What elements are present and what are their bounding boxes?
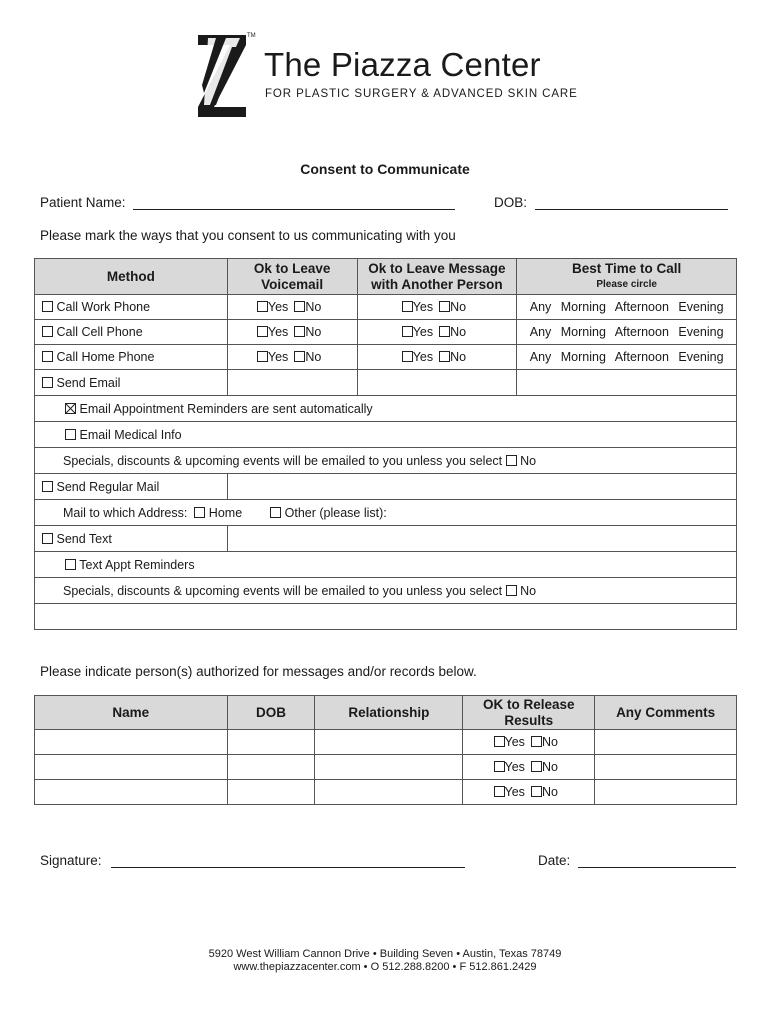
auth-comments-cell[interactable]: [595, 780, 737, 805]
no-label: No: [541, 760, 558, 774]
auth-header-name: Name: [35, 696, 228, 730]
home-phone-checkbox[interactable]: [42, 351, 53, 362]
auth-row: [35, 755, 737, 780]
row-work-method: [35, 295, 228, 320]
cell-voicemail-no-checkbox[interactable]: [294, 326, 305, 337]
text-specials-no-checkbox[interactable]: [506, 585, 517, 596]
mail-blank-cell: [227, 474, 736, 500]
release-no-checkbox[interactable]: [531, 761, 542, 772]
mail-address-label: Mail to which Address:: [63, 505, 188, 520]
work-phone-label: Call Work Phone: [56, 300, 151, 314]
release-no-checkbox[interactable]: [531, 736, 542, 747]
date-row: [538, 853, 736, 868]
release-no-checkbox[interactable]: [531, 786, 542, 797]
auth-instruction: Please indicate person(s) authorized for messages and/or records below.: [40, 664, 477, 679]
yes-label: Yes: [504, 760, 525, 774]
mail-home-label: Home: [208, 505, 243, 520]
no-label: No: [450, 350, 467, 364]
auth-relationship-cell[interactable]: [315, 780, 463, 805]
date-label: Date:: [538, 853, 571, 868]
work-phone-checkbox[interactable]: [42, 301, 53, 312]
signature-label: Signature:: [40, 853, 102, 868]
send-email-checkbox[interactable]: [42, 377, 53, 388]
cell-phone-label: Call Cell Phone: [56, 325, 143, 339]
yes-label: Yes: [267, 325, 289, 339]
email-specials-no-checkbox[interactable]: [506, 455, 517, 466]
text-specials-label: Specials, discounts & upcoming events will be emailed to you unless you select: [63, 583, 503, 598]
footer-contact: www.thepiazzacenter.com • O 512.288.8200 • F 512.861.2429: [233, 961, 537, 973]
best-time-label: Best Time to Call: [572, 260, 682, 276]
row-mail-method: [35, 474, 228, 500]
dob-row: [494, 195, 728, 210]
send-mail-label: Send Regular Mail: [56, 479, 160, 494]
auth-row: [35, 780, 737, 805]
home-another-cell: [357, 345, 517, 370]
auth-name-cell[interactable]: [35, 755, 228, 780]
email-medical-checkbox[interactable]: [65, 429, 76, 440]
mail-other-label: Other (please list):: [284, 505, 387, 520]
text-specials-row: [35, 578, 737, 604]
auth-header-comments: Any Comments: [595, 696, 737, 730]
row-home-method: [35, 345, 228, 370]
header-method: Method: [35, 259, 228, 295]
email-another-cell: [357, 370, 517, 396]
signature-field[interactable]: [111, 855, 465, 868]
cell-time-cell[interactable]: Any Morning Afternoon Evening: [517, 320, 737, 345]
authorization-table: [34, 695, 737, 805]
footer: [0, 948, 770, 974]
trademark: TM: [247, 33, 256, 39]
auth-comments-cell[interactable]: [595, 730, 737, 755]
work-another-yes-checkbox[interactable]: [402, 301, 413, 312]
auth-dob-cell[interactable]: [227, 780, 315, 805]
no-label: No: [305, 325, 322, 339]
home-another-no-checkbox[interactable]: [439, 351, 450, 362]
email-medical-label: Email Medical Info: [79, 427, 182, 442]
no-label: No: [541, 735, 558, 749]
document-title: Consent to Communicate: [300, 161, 470, 177]
cell-another-yes-checkbox[interactable]: [402, 326, 413, 337]
cell-another-cell: [357, 320, 517, 345]
email-specials-row: [35, 448, 737, 474]
row-text-method: [35, 526, 228, 552]
text-reminders-checkbox[interactable]: [65, 559, 76, 570]
auth-release-cell: [463, 780, 595, 805]
blank-final-row: [35, 604, 737, 630]
no-label: No: [520, 453, 537, 468]
mail-address-row: [35, 500, 737, 526]
logo-tagline: FOR PLASTIC SURGERY & ADVANCED SKIN CARE: [265, 88, 578, 100]
header-another-person: Ok to Leave Message with Another Person: [357, 259, 517, 295]
no-label: No: [305, 300, 322, 314]
row-email-method: [35, 370, 228, 396]
auth-comments-cell[interactable]: [595, 755, 737, 780]
yes-label: Yes: [412, 325, 434, 339]
home-voicemail-cell: [227, 345, 357, 370]
footer-address: 5920 West William Cannon Drive • Building Seven • Austin, Texas 78749: [208, 948, 562, 960]
piazza-logo-mark-icon: [196, 33, 248, 119]
yes-label: Yes: [412, 350, 434, 364]
release-yes-checkbox[interactable]: [494, 736, 505, 747]
home-time-cell[interactable]: Any Morning Afternoon Evening: [517, 345, 737, 370]
no-label: No: [450, 325, 467, 339]
auth-row: [35, 730, 737, 755]
communication-table: [34, 258, 737, 630]
auth-release-cell: [463, 755, 595, 780]
work-another-cell: [357, 295, 517, 320]
email-reminders-row: [35, 396, 737, 422]
email-reminders-label: Email Appointment Reminders are sent automatically: [79, 401, 373, 416]
email-medical-row: [35, 422, 737, 448]
text-reminders-row: [35, 552, 737, 578]
auth-relationship-cell[interactable]: [315, 755, 463, 780]
patient-name-field[interactable]: [133, 197, 455, 210]
dob-label: DOB:: [494, 195, 528, 210]
email-voicemail-cell: [227, 370, 357, 396]
header-voicemail: Ok to Leave Voicemail: [227, 259, 357, 295]
home-voicemail-yes-checkbox[interactable]: [257, 351, 268, 362]
mail-other-checkbox[interactable]: [270, 507, 281, 518]
email-specials-label: Specials, discounts & upcoming events will be emailed to you unless you select: [63, 453, 503, 468]
patient-name-label: Patient Name:: [40, 195, 126, 210]
auth-dob-cell[interactable]: [227, 730, 315, 755]
consent-instruction: Please mark the ways that you consent to us communicating with you: [40, 228, 456, 243]
cell-voicemail-yes-checkbox[interactable]: [257, 326, 268, 337]
no-label: No: [541, 785, 558, 799]
auth-relationship-cell[interactable]: [315, 730, 463, 755]
email-reminders-checkbox[interactable]: [65, 403, 76, 414]
auth-release-cell: [463, 730, 595, 755]
send-text-label: Send Text: [56, 531, 112, 546]
auth-header-dob: DOB: [227, 696, 315, 730]
home-voicemail-no-checkbox[interactable]: [294, 351, 305, 362]
no-label: No: [520, 583, 537, 598]
yes-label: Yes: [267, 350, 289, 364]
signature-row: [40, 853, 465, 868]
auth-dob-cell[interactable]: [227, 755, 315, 780]
release-yes-checkbox[interactable]: [494, 786, 505, 797]
send-mail-checkbox[interactable]: [42, 481, 53, 492]
row-cell-method: [35, 320, 228, 345]
header-best-time: [517, 259, 737, 295]
cell-voicemail-cell: [227, 320, 357, 345]
work-time-cell[interactable]: Any Morning Afternoon Evening: [517, 295, 737, 320]
mail-home-checkbox[interactable]: [194, 507, 205, 518]
date-field[interactable]: [578, 855, 736, 868]
text-blank-cell: [227, 526, 736, 552]
send-text-checkbox[interactable]: [42, 533, 53, 544]
cell-phone-checkbox[interactable]: [42, 326, 53, 337]
auth-name-cell[interactable]: [35, 730, 228, 755]
no-label: No: [305, 350, 322, 364]
auth-header-release: OK to Release Results: [463, 696, 595, 730]
yes-label: Yes: [504, 785, 525, 799]
patient-name-row: [40, 195, 455, 210]
dob-field[interactable]: [535, 197, 728, 210]
no-label: No: [450, 300, 467, 314]
yes-label: Yes: [412, 300, 434, 314]
logo-title: The Piazza Center: [264, 46, 541, 83]
auth-name-cell[interactable]: [35, 780, 228, 805]
text-reminders-label: Text Appt Reminders: [79, 557, 195, 572]
send-email-label: Send Email: [56, 375, 121, 390]
yes-label: Yes: [504, 735, 525, 749]
yes-label: Yes: [267, 300, 289, 314]
auth-header-relationship: Relationship: [315, 696, 463, 730]
best-time-sublabel: Please circle: [596, 278, 657, 290]
work-voicemail-cell: [227, 295, 357, 320]
release-yes-checkbox[interactable]: [494, 761, 505, 772]
home-another-yes-checkbox[interactable]: [402, 351, 413, 362]
work-another-no-checkbox[interactable]: [439, 301, 450, 312]
email-time-cell: [517, 370, 737, 396]
work-voicemail-no-checkbox[interactable]: [294, 301, 305, 312]
work-voicemail-yes-checkbox[interactable]: [257, 301, 268, 312]
home-phone-label: Call Home Phone: [56, 350, 155, 364]
cell-another-no-checkbox[interactable]: [439, 326, 450, 337]
